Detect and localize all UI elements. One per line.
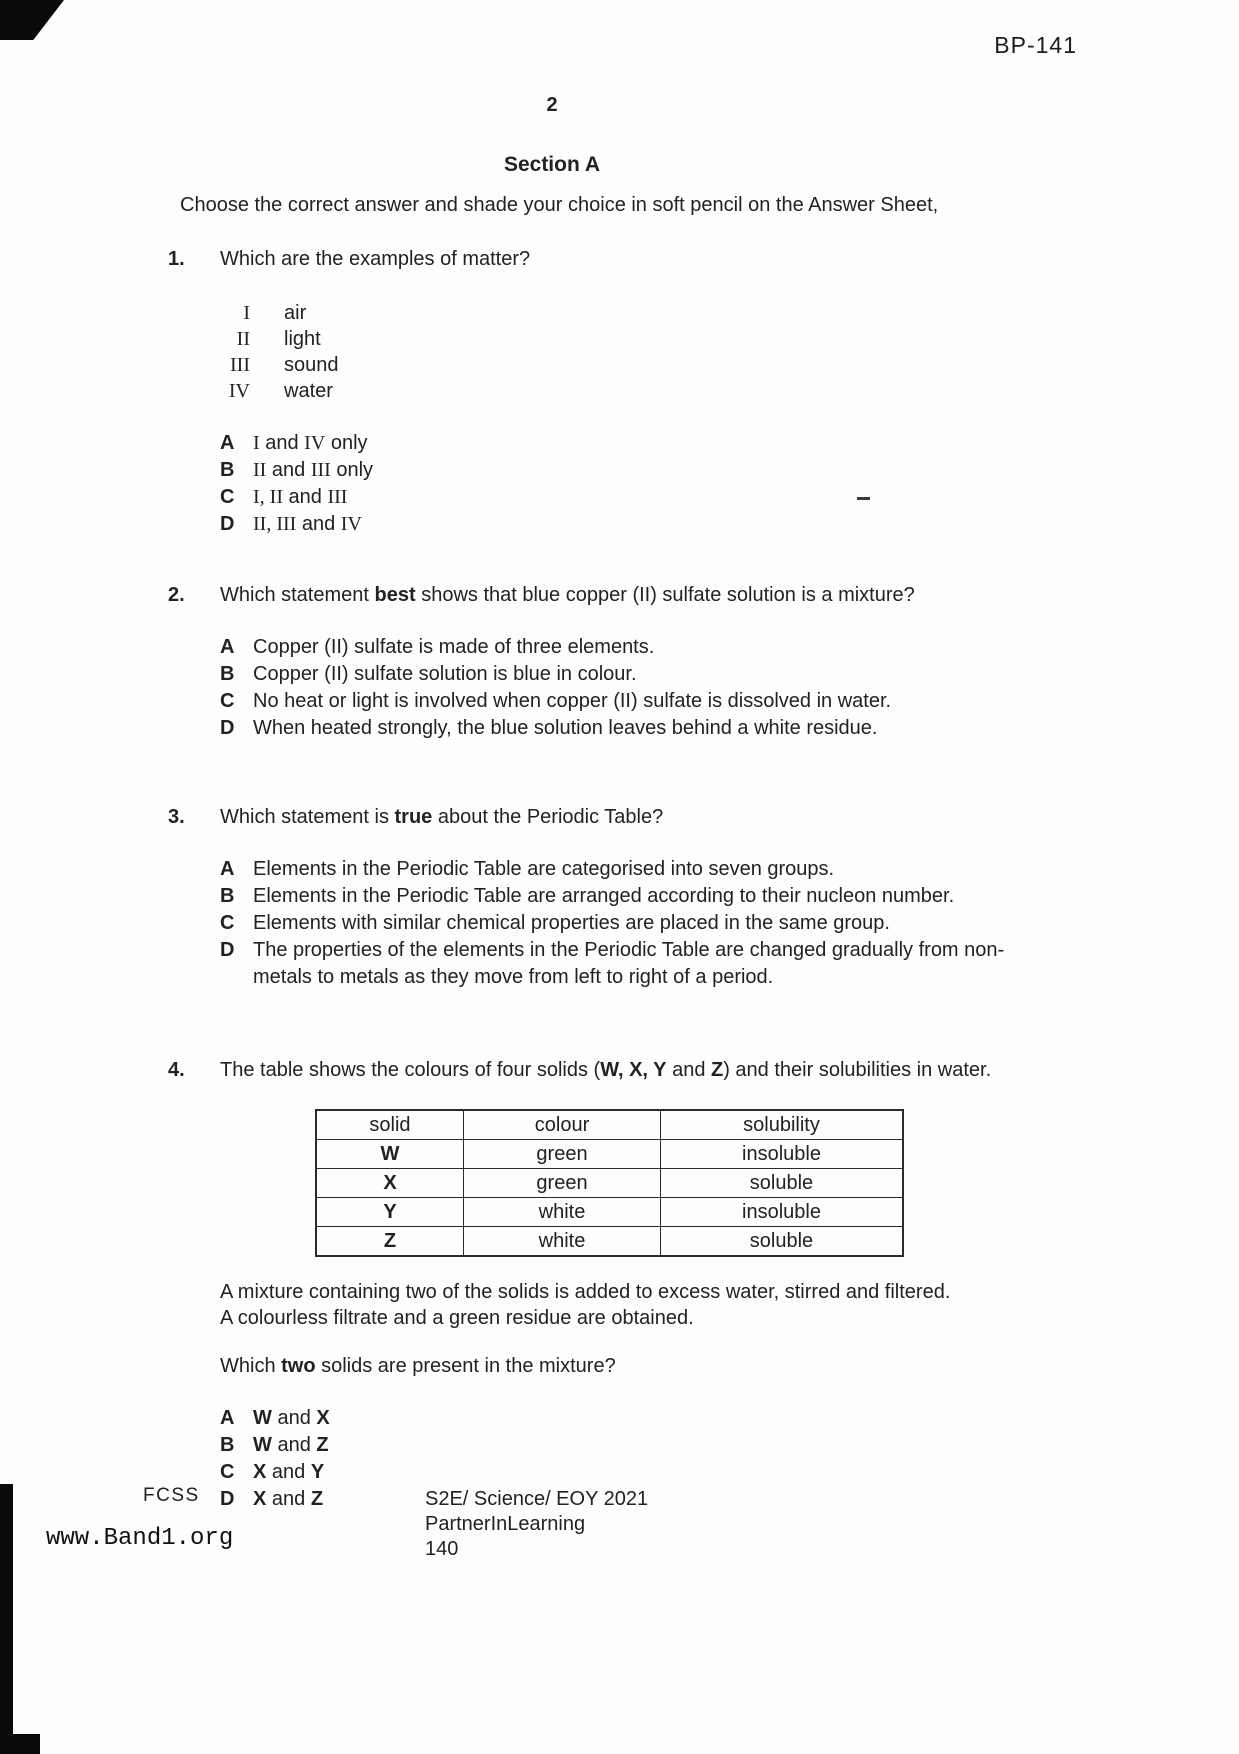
roman-numeral: IV bbox=[228, 380, 250, 402]
question-number: 4. bbox=[168, 1059, 185, 1081]
page-number: 2 bbox=[546, 94, 558, 116]
option-label: C bbox=[220, 1461, 235, 1483]
option-text: Copper (II) sulfate is made of three elements. bbox=[253, 636, 655, 658]
footer-page-ref: 140 bbox=[425, 1538, 459, 1560]
option-label: A bbox=[220, 432, 235, 454]
scan-artifact-left-strip bbox=[0, 1484, 13, 1754]
list-item bbox=[220, 378, 1020, 404]
question-paragraph bbox=[220, 1279, 1020, 1331]
option-label: A bbox=[220, 636, 235, 658]
section-title: Section A bbox=[503, 153, 601, 176]
table-cell: white bbox=[464, 1198, 661, 1227]
option-row bbox=[220, 661, 1020, 688]
list-item bbox=[220, 300, 1020, 326]
list-item-text: sound bbox=[284, 354, 339, 376]
option-text: Elements in the Periodic Table are arranged according to their nucleon number. bbox=[253, 885, 955, 907]
list-item bbox=[220, 352, 1020, 378]
paragraph-line: A mixture containing two of the solids is added to excess water, stirred and filtered. bbox=[220, 1281, 951, 1303]
question-body bbox=[220, 1057, 1020, 1513]
sub-question-text: Which two solids are present in the mixture? bbox=[220, 1355, 616, 1377]
table-header-cell: colour bbox=[464, 1110, 661, 1140]
footer-brand: PartnerInLearning bbox=[425, 1513, 586, 1535]
option-text: W and Z bbox=[253, 1434, 329, 1456]
footer-website: www.Band1.org bbox=[46, 1525, 234, 1552]
option-row bbox=[220, 457, 1020, 484]
instructions: Choose the correct answer and shade your choice in soft pencil on the Answer Sheet, bbox=[180, 194, 939, 216]
options bbox=[220, 430, 1020, 538]
list-item-text: air bbox=[284, 302, 307, 324]
question-number: 3. bbox=[168, 806, 185, 828]
table-cell: Z bbox=[316, 1227, 464, 1257]
option-row bbox=[220, 634, 1020, 661]
option-text: Copper (II) sulfate solution is blue in colour. bbox=[253, 663, 637, 685]
option-text: Elements in the Periodic Table are categorised into seven groups. bbox=[253, 858, 835, 880]
question-text: Which statement best shows that blue copper (II) sulfate solution is a mixture? bbox=[220, 584, 915, 606]
list-item-text: light bbox=[284, 328, 321, 350]
doc-code: BP-141 bbox=[994, 32, 1077, 58]
option-row bbox=[220, 883, 1020, 910]
table-row bbox=[316, 1169, 903, 1198]
question-body bbox=[220, 582, 1020, 742]
roman-list bbox=[220, 300, 1020, 404]
option-label: B bbox=[220, 663, 235, 685]
table-row bbox=[316, 1227, 903, 1257]
option-text: II and III only bbox=[253, 459, 374, 481]
option-label: C bbox=[220, 486, 235, 508]
option-row bbox=[220, 1405, 1020, 1432]
option-label: B bbox=[220, 885, 235, 907]
option-text: II, III and IV bbox=[253, 513, 362, 535]
option-text: When heated strongly, the blue solution leaves behind a white residue. bbox=[253, 717, 878, 739]
option-row bbox=[220, 484, 1020, 511]
question-2 bbox=[168, 582, 1119, 742]
options bbox=[220, 856, 1020, 991]
footer-exam-ref: S2E/ Science/ EOY 2021 bbox=[425, 1488, 649, 1510]
table-cell: W bbox=[316, 1140, 464, 1169]
option-label: B bbox=[220, 459, 235, 481]
table-cell: white bbox=[464, 1227, 661, 1257]
scan-artifact-bottom-corner bbox=[0, 1734, 40, 1754]
roman-numeral: III bbox=[230, 354, 250, 376]
table-cell: soluble bbox=[661, 1227, 904, 1257]
table-row bbox=[316, 1198, 903, 1227]
option-row bbox=[220, 1432, 1020, 1459]
option-label: D bbox=[220, 939, 235, 961]
option-text: I and IV only bbox=[253, 432, 368, 454]
question-text: The table shows the colours of four solids (W, X, Y and Z) and their solubilities in water. bbox=[220, 1059, 992, 1081]
table-header-cell: solubility bbox=[661, 1110, 904, 1140]
question-number: 2. bbox=[168, 584, 185, 606]
option-label: D bbox=[220, 717, 235, 739]
table-cell: insoluble bbox=[661, 1198, 904, 1227]
footer-school: FCSS bbox=[143, 1485, 200, 1506]
option-label: C bbox=[220, 690, 235, 712]
option-text: X and Y bbox=[253, 1461, 325, 1483]
table-cell: X bbox=[316, 1169, 464, 1198]
option-label: D bbox=[220, 513, 235, 535]
option-row bbox=[220, 688, 1020, 715]
option-row bbox=[220, 856, 1020, 883]
table-cell: green bbox=[464, 1140, 661, 1169]
option-text: No heat or light is involved when copper (II) sulfate is dissolved in water. bbox=[253, 690, 892, 712]
option-row bbox=[220, 715, 1020, 742]
option-text: Elements with similar chemical properties are placed in the same group. bbox=[253, 912, 890, 934]
option-row bbox=[220, 910, 1020, 937]
scan-artifact-top-left bbox=[0, 0, 64, 40]
question-3 bbox=[168, 804, 1119, 991]
table-row bbox=[316, 1140, 903, 1169]
roman-numeral: II bbox=[236, 328, 250, 350]
question-number: 1. bbox=[168, 248, 185, 270]
option-text: W and X bbox=[253, 1407, 330, 1429]
question-body bbox=[220, 246, 1020, 538]
options bbox=[220, 634, 1020, 742]
question-body bbox=[220, 804, 1020, 991]
page-content bbox=[0, 152, 1239, 1513]
option-text: X and Z bbox=[253, 1488, 324, 1510]
roman-numeral: I bbox=[243, 302, 250, 324]
question-text: Which statement is true about the Periodic Table? bbox=[220, 806, 664, 828]
paragraph-line: A colourless filtrate and a green residue are obtained. bbox=[220, 1307, 694, 1329]
solids-table bbox=[315, 1109, 904, 1257]
option-text: The properties of the elements in the Periodic Table are changed gradually from non-metals to metals as they move from left to right of a period. bbox=[253, 939, 1005, 988]
option-label: B bbox=[220, 1434, 235, 1456]
table-cell: green bbox=[464, 1169, 661, 1198]
option-row bbox=[220, 430, 1020, 457]
question-4 bbox=[168, 1057, 1119, 1513]
list-item bbox=[220, 326, 1020, 352]
table-cell: Y bbox=[316, 1198, 464, 1227]
option-label: A bbox=[220, 858, 235, 880]
question-1 bbox=[168, 246, 1119, 538]
option-label: A bbox=[220, 1407, 235, 1429]
table-header-cell: solid bbox=[316, 1110, 464, 1140]
option-row bbox=[220, 937, 1020, 991]
list-item-text: water bbox=[284, 380, 333, 402]
question-text: Which are the examples of matter? bbox=[220, 248, 531, 270]
table-cell: soluble bbox=[661, 1169, 904, 1198]
option-text: I, II and III bbox=[253, 486, 348, 508]
option-label: D bbox=[220, 1488, 235, 1510]
table-header-row bbox=[316, 1110, 903, 1140]
footer-center bbox=[425, 1487, 648, 1562]
option-row bbox=[220, 511, 1020, 538]
option-label: C bbox=[220, 912, 235, 934]
option-row bbox=[220, 1459, 1020, 1486]
table-cell: insoluble bbox=[661, 1140, 904, 1169]
